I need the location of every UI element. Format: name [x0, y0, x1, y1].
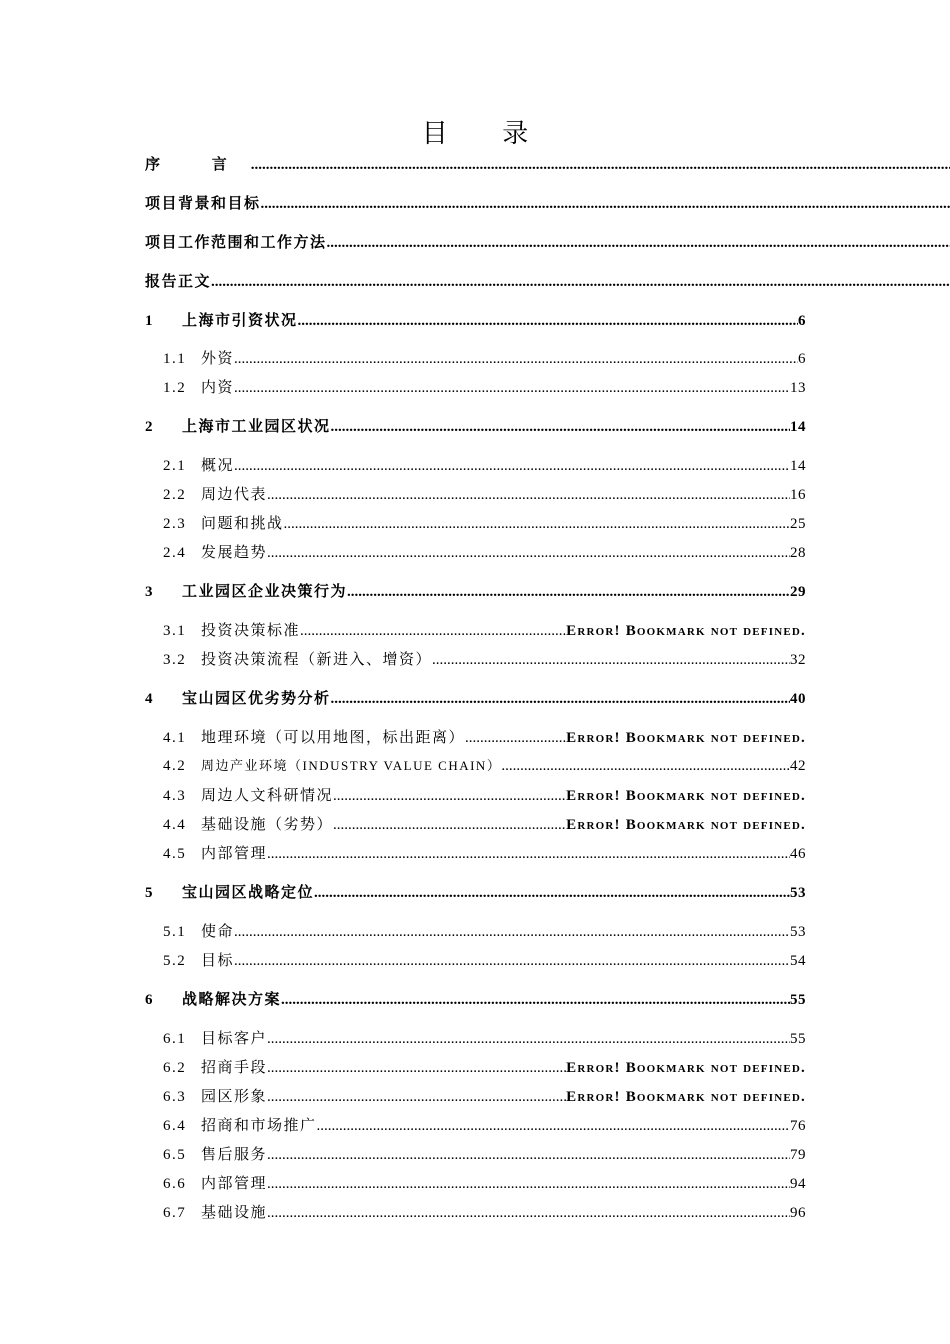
- toc-leader: [300, 623, 566, 640]
- toc-entry-scope[interactable]: [145, 231, 950, 253]
- toc-section-4-3[interactable]: [163, 784, 806, 806]
- page-number: 54: [790, 953, 806, 969]
- toc-label: 招商和市场推广: [201, 1118, 317, 1134]
- toc-leader: [267, 1176, 790, 1193]
- toc-leader: [333, 817, 566, 834]
- toc-chapter-3[interactable]: [145, 580, 806, 602]
- section-number: 3.1: [163, 623, 187, 639]
- toc-leader: [234, 351, 798, 368]
- bookmark-error-text: Error! Bookmark not defined.: [566, 1089, 806, 1105]
- toc-leader: [465, 730, 566, 747]
- page-number: 46: [790, 846, 806, 862]
- toc-leader: [432, 652, 790, 669]
- toc-section-1-1[interactable]: [163, 347, 806, 369]
- section-number: 4.4: [163, 817, 187, 833]
- bookmark-error-text: Error! Bookmark not defined.: [566, 788, 806, 804]
- toc-entry-background[interactable]: [145, 192, 950, 214]
- page-number: 29: [790, 584, 806, 600]
- toc-label: 工业园区企业决策行为: [182, 584, 348, 600]
- toc-leader: [251, 157, 950, 174]
- toc-leader: [211, 274, 950, 291]
- toc-leader: [331, 691, 790, 708]
- toc-leader: [333, 788, 566, 805]
- page-number: 42: [790, 758, 806, 774]
- toc-label: 招商手段: [201, 1060, 268, 1076]
- toc-section-6-6[interactable]: [163, 1172, 806, 1194]
- section-number: 4.2: [163, 758, 187, 774]
- toc-section-2-3[interactable]: [163, 512, 806, 534]
- toc-entry-preface[interactable]: [145, 153, 950, 175]
- page-number: 14: [790, 419, 806, 435]
- toc-label: 问题和挑战: [201, 516, 284, 532]
- section-number: 1.1: [163, 351, 187, 367]
- toc-leader: [281, 992, 790, 1009]
- bookmark-error-text: Error! Bookmark not defined.: [566, 730, 806, 746]
- toc-label: 基础设施: [201, 1205, 268, 1221]
- toc-label: 项目背景和目标: [145, 196, 261, 212]
- section-number: 5.2: [163, 953, 187, 969]
- toc-label: 项目工作范围和工作方法: [145, 235, 327, 251]
- toc-label: 目标: [201, 953, 235, 969]
- toc-label: 基础设施（劣势）: [201, 817, 334, 833]
- toc-section-6-5[interactable]: [163, 1143, 806, 1165]
- toc-section-6-4[interactable]: [163, 1114, 806, 1136]
- toc-section-4-4[interactable]: [163, 813, 806, 835]
- toc-section-6-1[interactable]: [163, 1027, 806, 1049]
- toc-section-6-7[interactable]: [163, 1201, 806, 1223]
- toc-section-3-2[interactable]: [163, 648, 806, 670]
- bookmark-error-text: Error! Bookmark not defined.: [566, 1060, 806, 1076]
- toc-label: 内部管理: [201, 1176, 268, 1192]
- section-number: 4.1: [163, 730, 187, 746]
- toc-section-6-2[interactable]: [163, 1056, 806, 1078]
- page-number: 32: [790, 652, 806, 668]
- toc-label: 上海市工业园区状况: [182, 419, 331, 435]
- toc-label: 内资: [201, 380, 235, 396]
- toc-chapter-2[interactable]: [145, 415, 806, 437]
- section-number: 6.7: [163, 1205, 187, 1221]
- toc-leader: [501, 758, 790, 775]
- toc-label: 概况: [201, 458, 235, 474]
- chapter-number: 1: [145, 313, 154, 329]
- page-number: 55: [790, 1031, 806, 1047]
- section-number: 1.2: [163, 380, 187, 396]
- toc-label: 报告正文: [145, 274, 212, 290]
- toc-section-2-4[interactable]: [163, 541, 806, 563]
- toc-entry-report[interactable]: [145, 270, 950, 292]
- toc-leader: [314, 885, 790, 902]
- toc-leader: [234, 458, 790, 475]
- section-number: 6.2: [163, 1060, 187, 1076]
- section-number: 5.1: [163, 924, 187, 940]
- toc-leader: [267, 1031, 790, 1048]
- bookmark-error-text: Error! Bookmark not defined.: [566, 817, 806, 833]
- page-number: 96: [790, 1205, 806, 1221]
- page-number: 13: [790, 380, 806, 396]
- section-number: 4.3: [163, 788, 187, 804]
- toc-label: 内部管理: [201, 846, 268, 862]
- toc-leader: [234, 380, 790, 397]
- toc-section-4-1[interactable]: [163, 726, 806, 748]
- page-number: 79: [790, 1147, 806, 1163]
- section-number: 6.4: [163, 1118, 187, 1134]
- page-number: 40: [790, 691, 806, 707]
- toc-leader: [234, 924, 790, 941]
- toc-chapter-5[interactable]: [145, 881, 806, 903]
- toc-section-6-3[interactable]: [163, 1085, 806, 1107]
- chapter-number: 6: [145, 992, 154, 1008]
- section-number: 6.6: [163, 1176, 187, 1192]
- toc-leader: [267, 545, 790, 562]
- toc-leader: [267, 1205, 790, 1222]
- bookmark-error-text: Error! Bookmark not defined.: [566, 623, 806, 639]
- toc-label: 园区形象: [201, 1089, 268, 1105]
- page-number: 16: [790, 487, 806, 503]
- section-number: 2.4: [163, 545, 187, 561]
- toc-label: 宝山园区优劣势分析: [182, 691, 331, 707]
- toc-section-4-2[interactable]: [163, 755, 806, 777]
- toc-label: 外资: [201, 351, 235, 367]
- toc-label: 周边人文科研情况: [201, 788, 334, 804]
- toc-leader: [298, 313, 798, 330]
- toc-chapter-6[interactable]: [145, 988, 806, 1010]
- toc-leader: [267, 1089, 566, 1106]
- toc-leader: [347, 584, 790, 601]
- toc-chapter-4[interactable]: [145, 687, 806, 709]
- toc-label: 使命: [201, 924, 235, 940]
- toc-label: 投资决策流程（新进入、增资）: [201, 652, 433, 668]
- toc-section-4-5[interactable]: [163, 842, 806, 864]
- toc-chapter-1[interactable]: [145, 309, 806, 331]
- section-number: 6.1: [163, 1031, 187, 1047]
- toc-section-3-1[interactable]: [163, 619, 806, 641]
- toc-leader: [267, 846, 790, 863]
- toc-label: 战略解决方案: [182, 992, 282, 1008]
- toc-leader: [261, 196, 950, 213]
- toc-leader: [331, 419, 790, 436]
- toc-section-2-2[interactable]: [163, 483, 806, 505]
- page-number: 6: [798, 313, 806, 329]
- page-number: 94: [790, 1176, 806, 1192]
- section-number: 4.5: [163, 846, 187, 862]
- toc-section-1-2[interactable]: [163, 376, 806, 398]
- page-number: 53: [790, 885, 806, 901]
- toc-title: 目 录: [421, 119, 553, 148]
- chapter-number: 3: [145, 584, 154, 600]
- toc-label: 宝山园区战略定位: [182, 885, 315, 901]
- page-number: 28: [790, 545, 806, 561]
- toc-label: 序 言: [145, 157, 251, 173]
- toc-label: 发展趋势: [201, 545, 268, 561]
- toc-label: 投资决策标准: [201, 623, 301, 639]
- section-number: 2.3: [163, 516, 187, 532]
- page-number: 25: [790, 516, 806, 532]
- toc-leader: [267, 1147, 790, 1164]
- page-number: 55: [790, 992, 806, 1008]
- section-number: 3.2: [163, 652, 187, 668]
- section-number: 2.1: [163, 458, 187, 474]
- toc-section-2-1[interactable]: [163, 454, 806, 476]
- toc-label: 上海市引资状况: [182, 313, 298, 329]
- page-number: 14: [790, 458, 806, 474]
- toc-leader: [267, 1060, 566, 1077]
- toc-label: 目标客户: [201, 1031, 268, 1047]
- section-number: 6.3: [163, 1089, 187, 1105]
- toc-label: 周边代表: [201, 487, 268, 503]
- section-number: 6.5: [163, 1147, 187, 1163]
- page-number: 76: [790, 1118, 806, 1134]
- page-number: 53: [790, 924, 806, 940]
- chapter-number: 4: [145, 691, 154, 707]
- chapter-number: 5: [145, 885, 154, 901]
- toc-leader: [284, 516, 790, 533]
- toc-section-5-2[interactable]: [163, 949, 806, 971]
- toc-section-5-1[interactable]: [163, 920, 806, 942]
- section-number: 2.2: [163, 487, 187, 503]
- chapter-number: 2: [145, 419, 154, 435]
- toc-leader: [327, 235, 950, 252]
- toc-label: 地理环境（可以用地图，标出距离）: [201, 730, 466, 746]
- toc-leader: [234, 953, 790, 970]
- toc-label: 周边产业环境（INDUSTRY VALUE CHAIN）: [201, 758, 502, 773]
- page-number: 6: [798, 351, 806, 367]
- toc-leader: [317, 1118, 790, 1135]
- toc-leader: [267, 487, 790, 504]
- toc-label: 售后服务: [201, 1147, 268, 1163]
